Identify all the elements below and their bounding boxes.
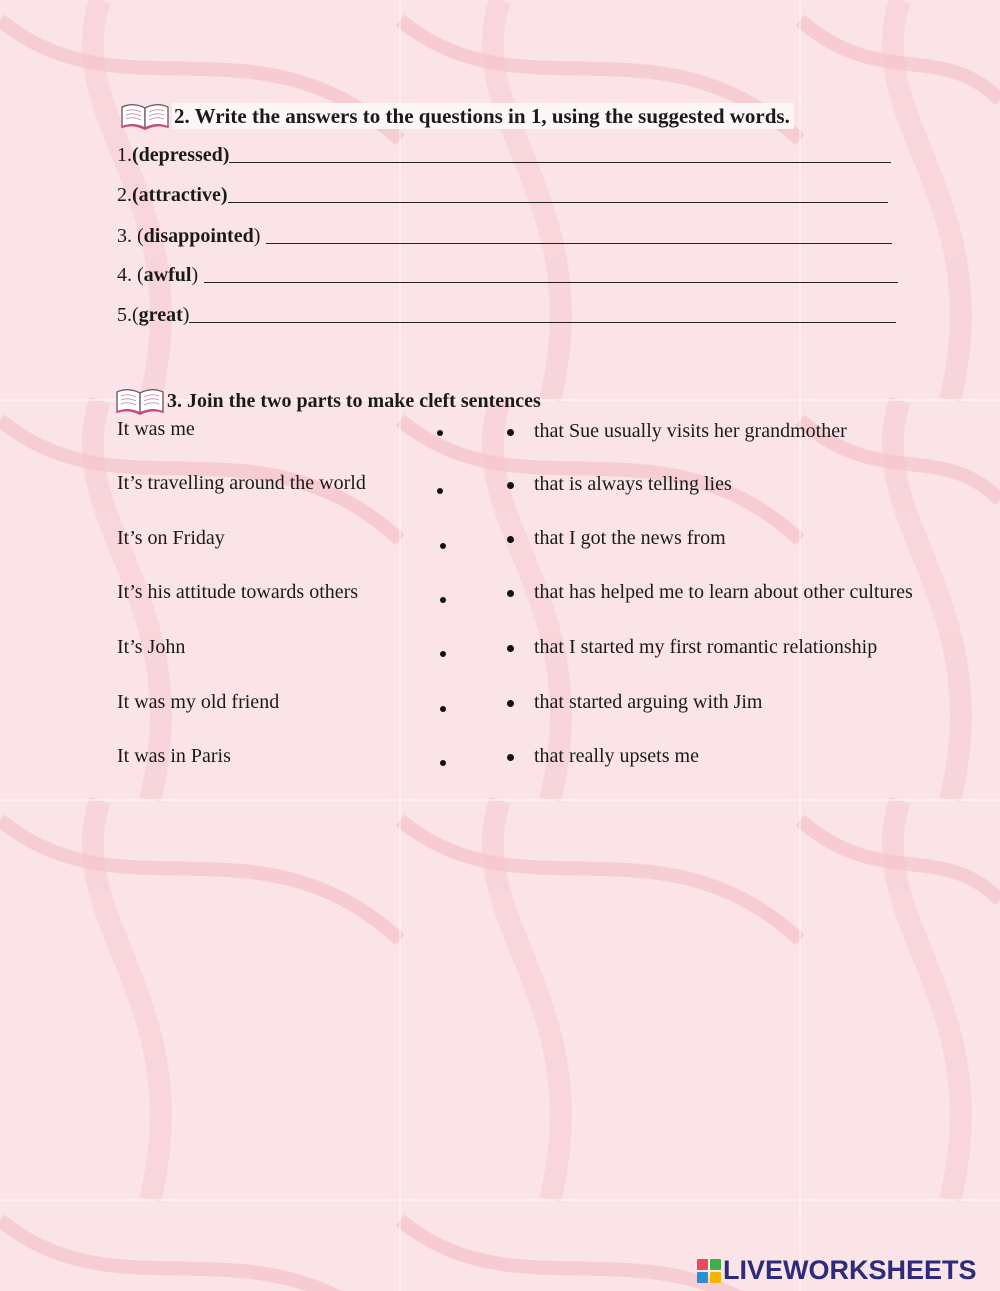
left-part: It’s on Friday [117, 527, 225, 549]
left-match-dot[interactable] [440, 597, 446, 603]
section-3-title: 3. Join the two parts to make cleft sentences [167, 390, 541, 412]
section-2-title: 2. Write the answers to the questions in 1, using the suggested words. [172, 103, 794, 129]
match-row [0, 745, 1000, 775]
left-match-dot[interactable] [440, 651, 446, 657]
liveworksheets-logo-icon [697, 1259, 721, 1283]
left-match-dot[interactable] [440, 760, 446, 766]
right-match-dot[interactable] [507, 645, 514, 652]
section-2-heading [120, 101, 794, 131]
left-match-dot[interactable] [437, 430, 443, 436]
right-part: that has helped me to learn about other cultures [534, 581, 913, 603]
left-part: It was in Paris [117, 745, 231, 767]
left-part: It was me [117, 418, 195, 440]
suggested-word: attractive [138, 184, 221, 206]
section-3-heading [115, 386, 541, 416]
answer-line-2[interactable]: 2. ( attractive ) [117, 182, 888, 208]
liveworksheets-logo [697, 1255, 977, 1286]
match-row [0, 472, 1000, 502]
right-part: that started arguing with Jim [534, 691, 763, 713]
right-match-dot[interactable] [507, 590, 514, 597]
left-part: It’s travelling around the world [117, 472, 366, 494]
open-book-icon [120, 101, 170, 131]
suggested-word: great [138, 304, 183, 326]
right-part: that Sue usually visits her grandmother [534, 420, 847, 442]
right-match-dot[interactable] [507, 429, 514, 436]
right-match-dot[interactable] [507, 482, 514, 489]
suggested-word: awful [143, 264, 192, 286]
right-match-dot[interactable] [507, 754, 514, 761]
answer-line-5[interactable]: 5.( great ) [117, 302, 896, 328]
right-match-dot[interactable] [507, 536, 514, 543]
suggested-word: disappointed [143, 225, 254, 247]
answer-blank[interactable] [189, 322, 896, 323]
match-row [0, 418, 1000, 448]
match-row [0, 691, 1000, 721]
answer-line-1[interactable]: 1. ( depressed ) [117, 142, 891, 168]
left-match-dot[interactable] [440, 543, 446, 549]
left-part: It’s his attitude towards others [117, 581, 359, 603]
answer-blank[interactable] [229, 162, 891, 163]
match-row [0, 581, 1000, 611]
answer-blank[interactable] [266, 243, 892, 244]
left-match-dot[interactable] [440, 706, 446, 712]
left-part: It was my old friend [117, 691, 280, 713]
right-part: that I got the news from [534, 527, 726, 549]
open-book-icon [115, 386, 165, 416]
answer-blank[interactable] [204, 282, 898, 283]
answer-line-3[interactable]: 3. ( disappointed ) [117, 223, 892, 249]
left-part: It’s John [117, 636, 186, 658]
brand-name: LIVEWORKSHEETS [723, 1255, 977, 1285]
right-part: that really upsets me [534, 745, 699, 767]
right-part: that is always telling lies [534, 473, 732, 495]
suggested-word: depressed [138, 144, 223, 166]
match-row [0, 527, 1000, 557]
left-match-dot[interactable] [437, 488, 443, 494]
right-match-dot[interactable] [507, 700, 514, 707]
match-row [0, 636, 1000, 666]
answer-line-4[interactable]: 4. ( awful ) [117, 262, 898, 288]
right-part: that I started my first romantic relationship [534, 636, 878, 658]
answer-blank[interactable] [228, 202, 888, 203]
